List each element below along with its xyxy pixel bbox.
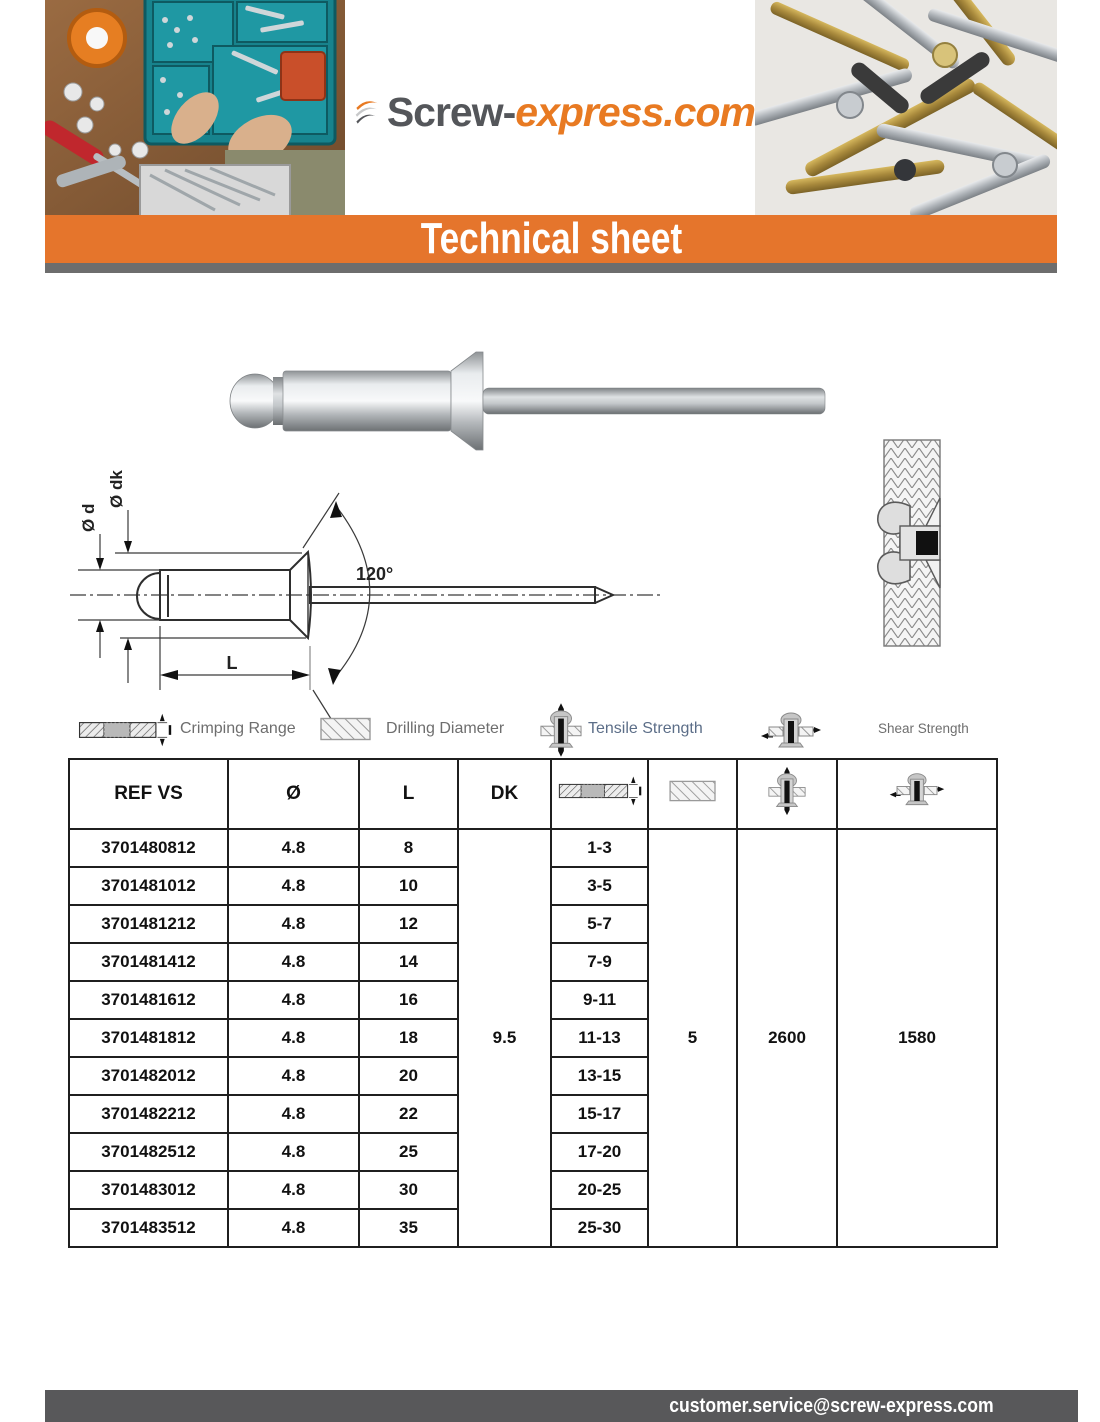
table-row bbox=[69, 829, 997, 867]
cell-diameter: 4.8 bbox=[228, 1171, 359, 1209]
cell-tensile-merged: 2600 bbox=[737, 829, 837, 1247]
banner bbox=[45, 215, 1057, 263]
col-header-dk: DK bbox=[458, 759, 551, 829]
cell-length: 10 bbox=[359, 867, 458, 905]
cell-diameter: 4.8 bbox=[228, 1057, 359, 1095]
cell-crimp: 5-7 bbox=[551, 905, 648, 943]
crimping-range-icon bbox=[78, 712, 172, 748]
col-header-crimping bbox=[551, 759, 648, 829]
legend-drilling-label: Drilling Diameter bbox=[386, 720, 505, 737]
legend-shear-label: Shear Strength bbox=[878, 721, 969, 736]
cell-crimp: 11-13 bbox=[551, 1019, 648, 1057]
cell-length: 14 bbox=[359, 943, 458, 981]
cell-crimp: 13-15 bbox=[551, 1057, 648, 1095]
cell-diameter: 4.8 bbox=[228, 867, 359, 905]
logo-text-orange: express.com bbox=[515, 88, 755, 135]
col-header-ref: REF VS bbox=[69, 759, 228, 829]
installed-rivet-cross-section bbox=[870, 438, 970, 648]
cell-diameter: 4.8 bbox=[228, 981, 359, 1019]
dim-label-d: Ø d bbox=[79, 503, 98, 532]
cell-crimp: 20-25 bbox=[551, 1171, 648, 1209]
screws-pile-photo bbox=[755, 0, 1057, 215]
cell-length: 12 bbox=[359, 905, 458, 943]
cell-crimp: 25-30 bbox=[551, 1209, 648, 1247]
cell-crimp: 15-17 bbox=[551, 1095, 648, 1133]
col-header-drilling bbox=[648, 759, 737, 829]
tensile-strength-icon bbox=[540, 703, 582, 757]
cell-diameter: 4.8 bbox=[228, 829, 359, 867]
cell-diameter: 4.8 bbox=[228, 1095, 359, 1133]
cell-length: 25 bbox=[359, 1133, 458, 1171]
shear-strength-icon bbox=[889, 771, 945, 811]
cell-ref: 3701482512 bbox=[69, 1133, 228, 1171]
tensile-strength-icon bbox=[768, 766, 806, 816]
cell-length: 16 bbox=[359, 981, 458, 1019]
cell-ref: 3701483512 bbox=[69, 1209, 228, 1247]
logo-text-dark: Screw- bbox=[386, 88, 516, 135]
cell-ref: 3701481212 bbox=[69, 905, 228, 943]
dim-label-angle: 120° bbox=[356, 564, 394, 584]
cell-length: 8 bbox=[359, 829, 458, 867]
drilling-diameter-icon bbox=[320, 717, 372, 741]
col-header-shear bbox=[837, 759, 997, 829]
customer-service-email: customer.service@screw-express.com bbox=[669, 1394, 994, 1417]
col-header-diameter: Ø bbox=[228, 759, 359, 829]
cell-length: 18 bbox=[359, 1019, 458, 1057]
shear-strength-icon bbox=[760, 710, 822, 754]
cell-diameter: 4.8 bbox=[228, 1133, 359, 1171]
cell-diameter: 4.8 bbox=[228, 905, 359, 943]
banner-underline bbox=[45, 263, 1057, 273]
cell-diameter: 4.8 bbox=[228, 1209, 359, 1247]
cell-length: 30 bbox=[359, 1171, 458, 1209]
cell-shear-merged: 1580 bbox=[837, 829, 997, 1247]
logo bbox=[355, 62, 755, 162]
workbench-photo bbox=[45, 0, 345, 215]
cell-ref: 3701480812 bbox=[69, 829, 228, 867]
footer-bar bbox=[45, 1390, 1078, 1422]
cell-dk-merged: 9.5 bbox=[458, 829, 551, 1247]
cell-ref: 3701481412 bbox=[69, 943, 228, 981]
col-header-tensile bbox=[737, 759, 837, 829]
col-header-length: L bbox=[359, 759, 458, 829]
cell-crimp: 9-11 bbox=[551, 981, 648, 1019]
cell-ref: 3701481012 bbox=[69, 867, 228, 905]
rivet-technical-drawing bbox=[60, 438, 685, 748]
cell-crimp: 1-3 bbox=[551, 829, 648, 867]
crimping-range-icon bbox=[558, 775, 642, 807]
dim-label-dk: Ø dk bbox=[107, 470, 126, 508]
cell-diameter: 4.8 bbox=[228, 1019, 359, 1057]
cell-crimp: 17-20 bbox=[551, 1133, 648, 1171]
dim-label-length: L bbox=[226, 653, 238, 673]
cell-length: 22 bbox=[359, 1095, 458, 1133]
legend-crimping-label: Crimping Range bbox=[180, 720, 296, 737]
cell-crimp: 7-9 bbox=[551, 943, 648, 981]
cell-ref: 3701481612 bbox=[69, 981, 228, 1019]
cell-ref: 3701482012 bbox=[69, 1057, 228, 1095]
drilling-diameter-icon bbox=[669, 780, 717, 802]
cell-drilling-merged: 5 bbox=[648, 829, 737, 1247]
cell-ref: 3701482212 bbox=[69, 1095, 228, 1133]
cell-crimp: 3-5 bbox=[551, 867, 648, 905]
table-header-row bbox=[69, 759, 997, 829]
cell-diameter: 4.8 bbox=[228, 943, 359, 981]
legend-tensile-label: Tensile Strength bbox=[588, 720, 703, 737]
cell-length: 20 bbox=[359, 1057, 458, 1095]
cell-ref: 3701481812 bbox=[69, 1019, 228, 1057]
spec-table bbox=[68, 758, 998, 1248]
logo-swoosh-icon bbox=[355, 73, 379, 151]
cell-ref: 3701483012 bbox=[69, 1171, 228, 1209]
page-title: Technical sheet bbox=[420, 214, 682, 263]
cell-length: 35 bbox=[359, 1209, 458, 1247]
